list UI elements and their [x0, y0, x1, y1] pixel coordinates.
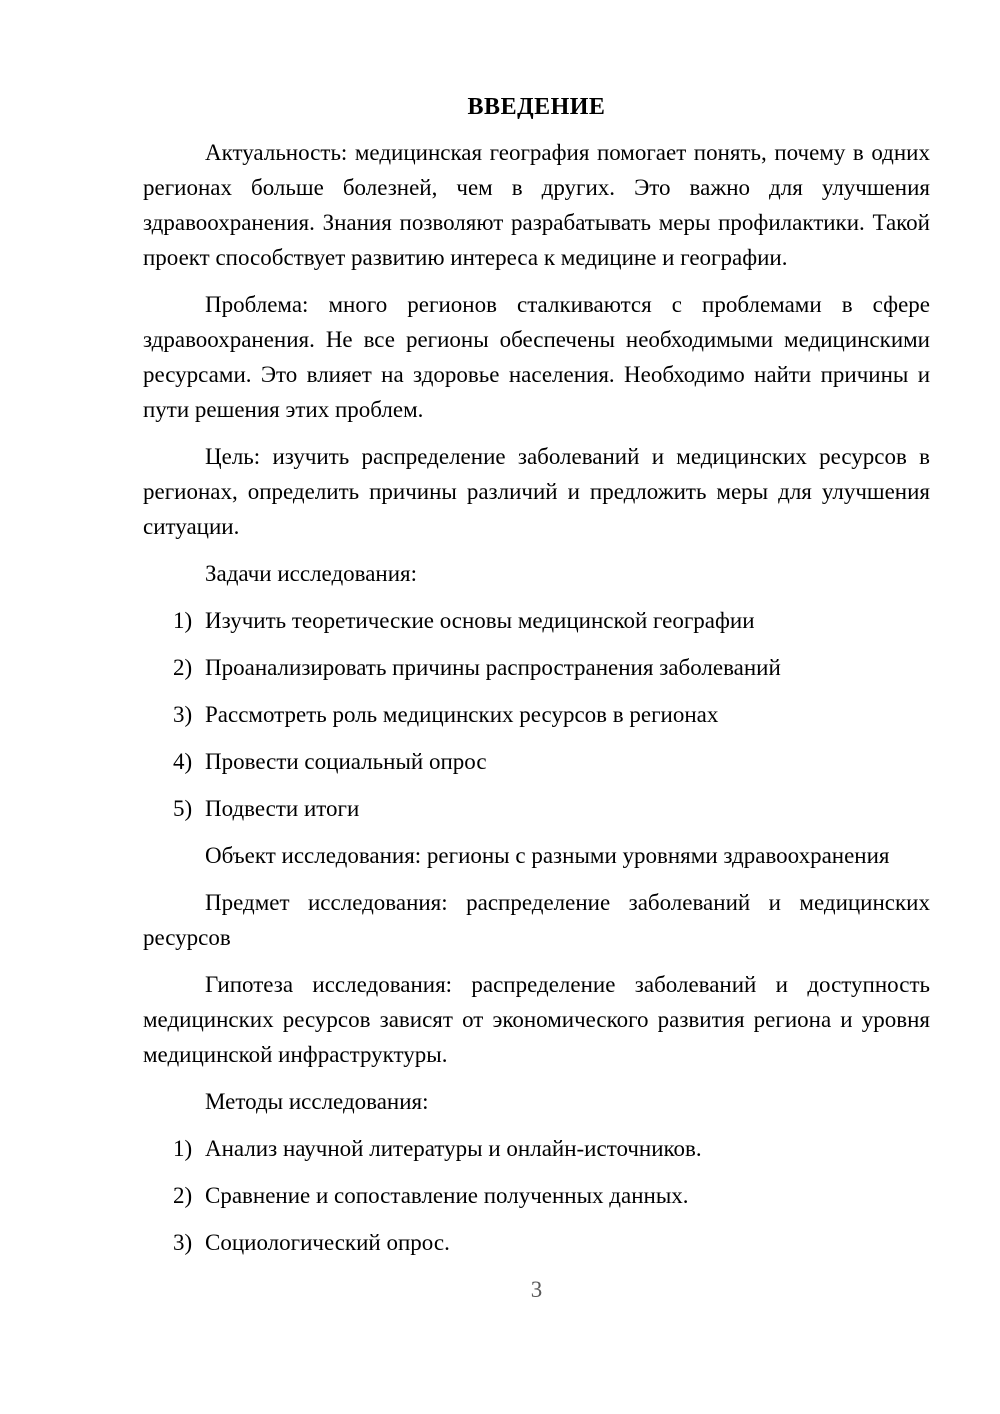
paragraph-relevance: Актуальность: медицинская география помогает понять, почему в одних регионах больше болезней, чем в других. Это важно для улучшения здравоохранения. Знания позволяют разрабатывать меры профилактики. Такой проект способствует развитию интереса к медицине и географии.: [143, 140, 930, 270]
task-item-number: 1): [173, 608, 193, 633]
task-item-text: Подвести итоги: [205, 796, 360, 821]
paragraph-object: Объект исследования: регионы с разными уровнями здравоохранения: [205, 843, 890, 868]
paragraph-subject: Предмет исследования: распределение заболеваний и медицинских ресурсов: [143, 890, 930, 950]
task-item-4: [173, 744, 930, 779]
paragraph-problem: Проблема: много регионов сталкиваются с проблемами в сфере здравоохранения. Не все регионы обеспечены необходимыми медицинскими ресурсами. Это влияет на здоровье населения. Необходимо найти причины и пути решения этих проблем.: [143, 292, 930, 422]
task-item-3: [173, 697, 930, 732]
method-item-number: 3): [173, 1230, 193, 1255]
method-item-text: Социологический опрос.: [205, 1230, 450, 1255]
task-item-number: 4): [173, 749, 193, 774]
methods-list: [143, 1131, 930, 1260]
tasks-heading: Задачи исследования:: [205, 561, 418, 586]
method-item-2: [173, 1178, 930, 1213]
task-item-text: Проанализировать причины распространения заболеваний: [205, 655, 781, 680]
tasks-list: [143, 603, 930, 826]
task-item-number: 3): [173, 702, 193, 727]
task-item-text: Изучить теоретические основы медицинской географии: [205, 608, 755, 633]
page-title: ВВЕДЕНИЕ: [467, 94, 606, 120]
task-item-number: 2): [173, 655, 193, 680]
methods-heading: Методы исследования:: [205, 1089, 429, 1114]
task-item-number: 5): [173, 796, 193, 821]
method-item-number: 1): [173, 1136, 193, 1161]
task-item-text: Рассмотреть роль медицинских ресурсов в регионах: [205, 702, 719, 727]
task-item-2: [173, 650, 930, 685]
method-item-3: [173, 1225, 930, 1260]
method-item-1: [173, 1131, 930, 1166]
task-item-1: [173, 603, 930, 638]
method-item-number: 2): [173, 1183, 193, 1208]
paragraph-goal: Цель: изучить распределение заболеваний и медицинских ресурсов в регионах, определить причины различий и предложить меры для улучшения ситуации.: [143, 444, 930, 539]
page-number: 3: [530, 1277, 543, 1302]
method-item-text: Сравнение и сопоставление полученных данных.: [205, 1183, 689, 1208]
method-item-text: Анализ научной литературы и онлайн-источников.: [205, 1136, 702, 1161]
task-item-5: [173, 791, 930, 826]
task-item-text: Провести социальный опрос: [205, 749, 487, 774]
paragraph-hypothesis: Гипотеза исследования: распределение заболеваний и доступность медицинских ресурсов зависят от экономического развития региона и уровня медицинской инфраструктуры.: [143, 972, 930, 1067]
